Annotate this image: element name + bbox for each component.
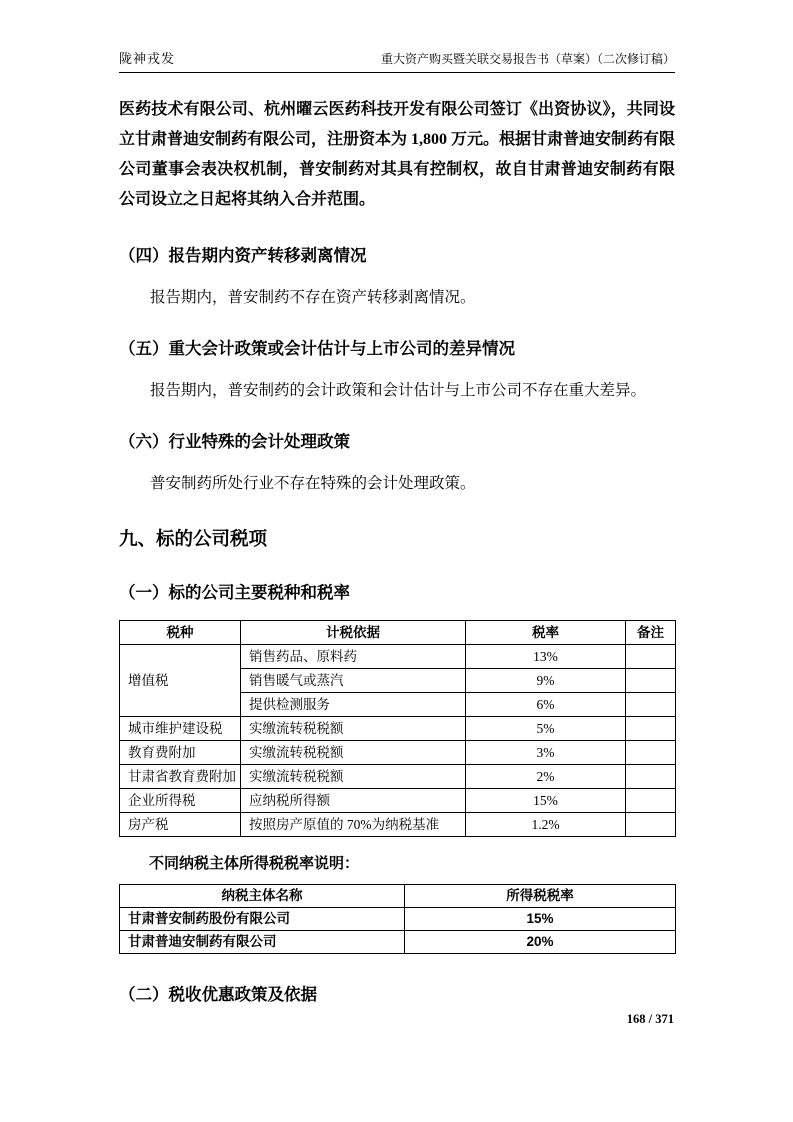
- col-header-note: 备注: [626, 621, 676, 645]
- cell-note: [626, 813, 676, 837]
- cell-tax-rate: 3%: [466, 741, 626, 765]
- tax-rates-table: [119, 620, 676, 837]
- section-heading-6: （六）行业特殊的会计处理政策: [119, 433, 350, 451]
- cell-tax-rate: 1.2%: [466, 813, 626, 837]
- cell-tax-rate: 6%: [466, 693, 626, 717]
- page-number: 168 / 371: [626, 1012, 674, 1026]
- cell-tax-rate: 13%: [466, 645, 626, 669]
- cell-tax-basis: 实缴流转税税额: [241, 741, 466, 765]
- cell-note: [626, 765, 676, 789]
- table-header-row: [120, 885, 676, 908]
- section-body-5: 报告期内，普安制药的会计政策和会计估计与上市公司不存在重大差异。: [150, 382, 647, 399]
- cell-taxpayer-name: 甘肃普迪安制药有限公司: [120, 931, 405, 954]
- cell-note: [626, 693, 676, 717]
- cell-income-tax-rate: 20%: [405, 931, 676, 954]
- cell-note: [626, 645, 676, 669]
- cell-taxpayer-name: 甘肃普安制药股份有限公司: [120, 908, 405, 931]
- col-header-tax-rate: 税率: [466, 621, 626, 645]
- cell-tax-basis: 实缴流转税税额: [241, 765, 466, 789]
- table-row: [120, 931, 676, 954]
- col-header-taxpayer-name: 纳税主体名称: [120, 885, 405, 908]
- subsection-heading-1: （一）标的公司主要税种和税率: [119, 584, 350, 602]
- table-row: [120, 717, 676, 741]
- section-body-4: 报告期内，普安制药不存在资产转移剥离情况。: [150, 289, 476, 306]
- cell-tax-type: 企业所得税: [120, 789, 241, 813]
- cell-tax-type: 房产税: [120, 813, 241, 837]
- section-heading-4: （四）报告期内资产转移剥离情况: [119, 247, 367, 265]
- page-header: [119, 48, 675, 73]
- cell-tax-basis: 实缴流转税税额: [241, 717, 466, 741]
- table-header-row: [120, 621, 676, 645]
- cell-income-tax-rate: 15%: [405, 908, 676, 931]
- chapter-heading-9: 九、标的公司税项: [119, 528, 268, 549]
- cell-tax-type: 教育费附加: [120, 741, 241, 765]
- section-body-6: 普安制药所处行业不存在特殊的会计处理政策。: [150, 475, 476, 492]
- cell-tax-rate: 5%: [466, 717, 626, 741]
- table-row: [120, 741, 676, 765]
- table-row: [120, 789, 676, 813]
- subsection-heading-2: （二）税收优惠政策及依据: [119, 986, 317, 1004]
- cell-tax-basis: 按照房产原值的 70%为纳税基准: [241, 813, 466, 837]
- income-tax-rate-table: [119, 884, 676, 954]
- cell-tax-rate: 2%: [466, 765, 626, 789]
- section-heading-5: （五）重大会计政策或会计估计与上市公司的差异情况: [119, 340, 515, 358]
- table-row: [120, 813, 676, 837]
- cell-note: [626, 741, 676, 765]
- cell-tax-rate: 15%: [466, 789, 626, 813]
- income-tax-note: 不同纳税主体所得税税率说明：: [149, 855, 360, 872]
- table-row: [120, 908, 676, 931]
- cell-tax-basis: 提供检测服务: [241, 693, 466, 717]
- cell-note: [626, 669, 676, 693]
- intro-paragraph: 医药技术有限公司、杭州曜云医药科技开发有限公司签订《出资协议》，共同设立甘肃普迪安制药有限公司，注册资本为 1,800 万元。根据甘肃普迪安制药有限公司董事会表决权机制，普安制药对其具有控制权，故自甘肃普迪安制药有限公司设立之日起将其纳入合并范围。: [119, 101, 676, 208]
- header-company-name: 陇神戎发: [119, 51, 176, 66]
- cell-tax-type: 城市维护建设税: [120, 717, 241, 741]
- cell-tax-rate: 9%: [466, 669, 626, 693]
- header-report-title: 重大资产购买暨关联交易报告书（草案）（二次修订稿）: [380, 52, 675, 66]
- cell-tax-type: 增值税: [120, 645, 241, 717]
- page-content: [119, 48, 675, 1006]
- table-row: [120, 645, 676, 669]
- cell-tax-basis: 销售药品、原料药: [241, 645, 466, 669]
- cell-note: [626, 717, 676, 741]
- cell-tax-basis: 销售暖气或蒸汽: [241, 669, 466, 693]
- cell-tax-basis: 应纳税所得额: [241, 789, 466, 813]
- col-header-tax-type: 税种: [120, 621, 241, 645]
- cell-note: [626, 789, 676, 813]
- col-header-tax-basis: 计税依据: [241, 621, 466, 645]
- table-row: [120, 765, 676, 789]
- cell-tax-type: 甘肃省教育费附加: [120, 765, 241, 789]
- col-header-income-tax-rate: 所得税税率: [405, 885, 676, 908]
